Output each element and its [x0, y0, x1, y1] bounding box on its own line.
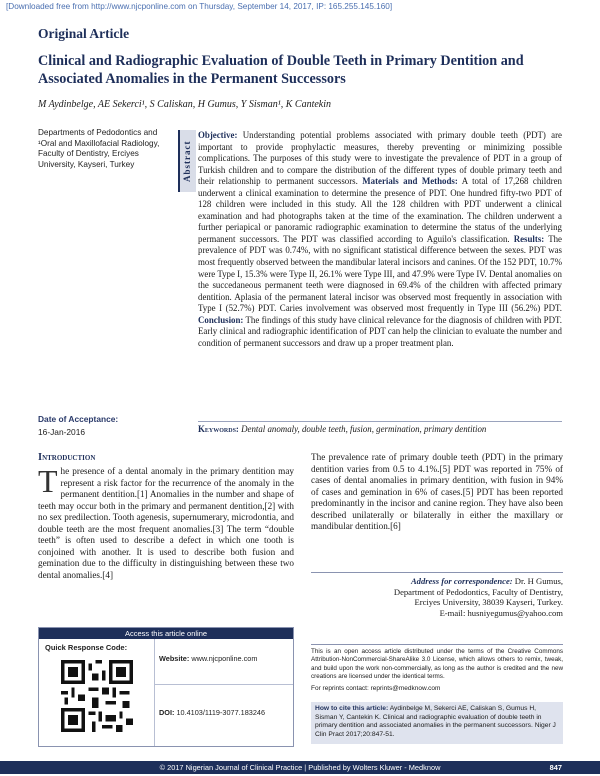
- abstract-body: [198, 130, 562, 349]
- objective-label: Objective:: [198, 130, 238, 140]
- page-title: Clinical and Radiographic Evaluation of Double Teeth in Primary Dentition and Associated Anomalies in the Permanent Successors: [38, 53, 524, 87]
- website-row[interactable]: [159, 654, 257, 663]
- introduction-text: [38, 463, 294, 581]
- correspondence-box: [311, 572, 563, 619]
- methods-label: Materials and Methods:: [362, 176, 458, 187]
- access-header: Access this article online: [39, 628, 293, 639]
- article-type: Original Article: [38, 26, 130, 41]
- license-text: This is an open access article distributed under the terms of the Creative Commons Attribution-NonCommercial-ShareAlike 3.0 License, which allows others to remix, tweak, and build upon the work non-commercially, as long as the author is credited and the new creations are licensed under the identical terms.: [311, 644, 563, 681]
- date-of-acceptance: [38, 414, 118, 437]
- access-divider: [154, 639, 155, 746]
- objective-text: Understanding potential problems associated with primary double teeth (PDT) are important to provide prophylactic measures, thereby preventing or minimizing possible complications. The purposes of this study were to investigate the prevalence of PDT in a group of Turkish children and to compare the distribution of the different types of double primary teeth and their relationship to permanent successors.: [198, 130, 562, 187]
- correspondence-email[interactable]: E-mail: husniyegumus@yahoo.com: [439, 608, 563, 619]
- author-list: M Aydinbelge, AE Sekerci¹, S Caliskan, H Gumus, Y Sisman¹, K Cantekin: [38, 99, 332, 110]
- doi-label: DOI:: [159, 708, 175, 717]
- website-label: Website:: [159, 654, 190, 663]
- doi-row[interactable]: [159, 708, 265, 717]
- methods-text: A total of 17,268 children underwent a clinical examination to determine the presence of PDT. One hundred fifty-two PDT of 128 children were included in this study. All the 128 children with PDT underwent a clinical examination and had photographs taken at the time of the examination. The children underwent a further periapical or panoramic radiographic examination to determine the status of the underlying permanent successors. The PDT was classified according to Aguilo's classification.: [198, 176, 562, 244]
- correspondence-name-line: [311, 576, 563, 587]
- introduction-heading: Introduction: [38, 452, 96, 463]
- access-online-box: [38, 627, 294, 747]
- conclusion-label: Conclusion:: [198, 314, 244, 325]
- acceptance-date: 16-Jan-2016: [38, 427, 86, 437]
- download-note: [Downloaded free from http://www.njcponline.com on Thursday, September 14, 2017, IP: 165.255.145.160]: [6, 2, 393, 11]
- results-text: The prevalence of PDT was 0.74%, with no significant statistical difference between the sexes. PDT was most frequently observed between the mandibular lateral incisors and canines. Of the 152 PDT, 10.7% were Type I, 15.3% were Type II, 26.1% were Type III, and 47.9% were Type IV. Dental anomalies on the succedaneous permanent teeth were diagnosed in 69.4% of the children with affected primary dentition. Aplasia of the permanent lateral incisor was observed most frequently in association with Type I (52.7%) PDT. Caries involvement was observed most frequently in Type III (56.2%) PDT.: [198, 233, 562, 314]
- citation-text: Aydinbelge M, Sekerci AE, Caliskan S, Gumus H, Sisman Y, Cantekin K. Clinical and radiographic evaluation of double teeth in primary dentition and associated anomalies in the permanent successors. Niger J Clin Pract 2017;20:847-51.: [315, 705, 556, 738]
- keywords: [198, 421, 562, 434]
- affiliation: Departments of Pedodontics and ¹Oral and Maxillofacial Radiology, Faculty of Dentistry, Erciyes University, Kayseri, Turkey: [38, 128, 160, 169]
- abstract-side-label: [178, 130, 196, 192]
- reprints-contact[interactable]: For reprints contact: reprints@medknow.com: [311, 685, 441, 692]
- citation-box: [311, 702, 563, 744]
- keywords-text: Dental anomaly, double teeth, fusion, germination, primary dentition: [238, 424, 487, 434]
- qr-label: Quick Response Code:: [45, 643, 128, 652]
- citation-label: How to cite this article:: [315, 705, 389, 712]
- keywords-label: Keywords:: [198, 424, 239, 434]
- correspondence-label: Address for correspondence:: [410, 576, 513, 586]
- abstract-side-text: Abstract: [182, 140, 192, 182]
- page-number: 847: [549, 763, 562, 772]
- conclusion-text: The findings of this study have clinical relevance for the diagnosis of children with PDT. Early clinical and radiographic identification of PDT can help the clinician to evaluate the number and condition of permanent successors and draw up a proper treatment plan.: [198, 314, 562, 348]
- right-column-text: The prevalence rate of primary double teeth (PDT) in the primary dentition varies from 0.5 to 4.1%.[5] PDT was reported in 75% of cases of dental anomalies in primary dentition, with fusion in 94% of cases and gemination in 6% of cases.[5] PDT has been reported predominantly in the incisor and canine region. They have also been described unilaterally or bilaterally in either the maxillary or mandibular dentition.[6]: [311, 452, 563, 531]
- qr-code-icon[interactable]: [61, 660, 133, 732]
- correspondence-line-2: Erciyes University, 38039 Kayseri, Turkey.: [414, 597, 563, 608]
- website-link[interactable]: www.njcponline.com: [191, 654, 258, 663]
- introduction-body: he presence of a dental anomaly in the primary dentition may represent a risk factor for the recurrence of the anomaly in the permanent dentition.[1] Anomalies in the number and shape of teeth may occur both in the primary and permanent dentition,[2] with no sex predilection. Tooth agenesis, supernumerary, microdontia, and double teeth are the most frequent anomalies.[3] The term “double teeth” is often used to describe a defect in which one tooth is conjoined with another. It is used to describe both fusion and gemination due to the difficulty in distinguishing between these two dental anomalies.[4]: [38, 466, 294, 580]
- page-footer: [0, 761, 600, 774]
- acceptance-label: Date of Acceptance:: [38, 414, 119, 424]
- footer-text: © 2017 Nigerian Journal of Clinical Practice | Published by Wolters Kluwer - Medknow: [159, 763, 441, 772]
- access-row-divider: [155, 684, 293, 685]
- drop-cap: T: [38, 463, 58, 499]
- doi-value[interactable]: 10.4103/1119-3077.183246: [176, 708, 266, 717]
- correspondence-name: Dr. H Gumus,: [512, 576, 563, 586]
- results-label: Results:: [513, 233, 545, 244]
- correspondence-line-1: Department of Pedodontics, Faculty of Dentistry,: [393, 586, 563, 597]
